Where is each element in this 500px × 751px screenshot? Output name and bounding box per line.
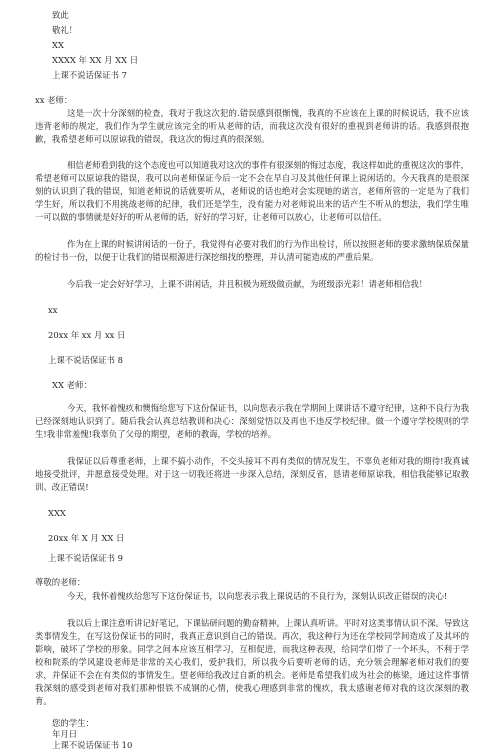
closing-phrase: 致此 <box>52 10 69 20</box>
section-title: 上课不说话保证书 7 <box>52 70 127 80</box>
section-title: 上课不说话保证书 10 <box>52 740 133 750</box>
paragraph: 作为在上课的时候讲闲话的一份子，我觉得有必要对我们的行为作出检讨，所以按照老师的要求激纳保质保量的检讨书一份，以便于让我们的错误根源进行深挖细找的整理，并认清可能造成的严重后果。 <box>35 239 469 263</box>
paragraph: 今后我一定会好好学习，上课不讲闲话，并且积极为班级做贡献，为班级添光彩！请老师相信我！ <box>67 279 428 289</box>
section-title: 上课不说话保证书 9 <box>48 553 123 563</box>
signature: XX <box>52 40 64 50</box>
salutation: 尊敬的老师： <box>35 577 86 587</box>
date-line: 20xx 年 xx 月 xx 日 <box>48 330 126 340</box>
paragraph: 相信老师看到我的这个态度也可以知道我对这次的事件有很深刻的悔过态度，我这样如此的重视这次的事件，希望老师可以原谅我的错误，我可以向老师保证今后一定不会在早自习及其他任何课上说闲话的。今天我真的是很深刻的认识到了我的错误，知道老师说的话就要听从，老师说的话也绝对会实现她的诺言，老师所管的一定是为了我们学生好，所以我们不用挑战老师的纪律，我们还是学生，没有能力对老师说出来的话产生不听从的想法，我们学生唯一可以做的事情就是好好的听从老师的话，好好的学习好，让老师可以放心，让老师可以信任。 <box>35 160 469 223</box>
paragraph: 这是一次十分深刻的检查，我对于我这次犯的.错误感到很惭愧，我真的不应该在上课的时候说话，我不应该违背老师的规定，我们作为学生就应该完全的听从老师的话，而我这次没有很好的重视到老师讲的话。我感到很抱歉，我希望老师可以原谅我的错误，我这次的悔过真的很深刻。 <box>35 108 469 145</box>
salutation: xx 老师： <box>35 95 73 105</box>
date-line: 20xx 年 X 月 XX 日 <box>48 533 125 543</box>
date-line: XXXX 年 XX 月 XX 日 <box>52 55 139 65</box>
paragraph: 今天，我怀着愧疚和懊悔给您写下这份保证书，以向您表示我在学期间上课讲话不遵守纪律，这种不良行为我已经深刻地认识到了。随后我会认真总结教训和决心：深刻觉悟以及再也不违反学校纪律。做一个遵守学校规则的学生!我非常羞愧!我辜负了父母的期望，老师的教诲，学校的培养。 <box>35 403 469 440</box>
salute: 敬礼！ <box>52 25 78 35</box>
paragraph: 今天，我怀着愧疚给您写下这份保证书，以向您表示我上课说话的不良行为，深刻认识改正错误的决心! <box>67 591 448 601</box>
date-line: 年月日 <box>52 729 78 739</box>
closing-line: 您的学生： <box>52 718 94 728</box>
signature: xx <box>48 305 58 315</box>
paragraph: 我以后上课注意听讲记好笔记，下课钻研问题的勤奋精神。上课认真听讲。平时对这类事情认识不深。导致这类事情发生，在写这份保证书的同时，我真正意识到自己的错误。再次，我这种行为还在学校同学间造成了及其坏的影响，破坏了学校的形象。同学之间本应该互相学习，互相促进，而我这种表现，给同学们带了一个坏头，不利于学校和院系的学风建设老师是非常的关心我们，爱护我们，所以我今后要听老师的话，充分领会理解老师对我们的要求，并保证不会在有类似的事情发生。望老师给我改过自新的机会。老师是希望我们成为社会的栋梁，通过这件事情我深刻的感受到老师对我们那种恨铁不成钢的心情，使我心理感到非常的愧疚，我太感谢老师对我的这次深刻的教育。 <box>35 618 469 707</box>
paragraph: 我保证以后尊重老师，上课不搞小动作，不交头接耳不再有类似的情况发生，不辜负老师对我的期待!我真诚地接受批评，并愿意接受处理。对于这一切我还将进一步深入总结，深刻反省，恳请老师原谅我，相信我能够记取教训、改正错误! <box>35 456 469 493</box>
signature: XXX <box>48 508 66 518</box>
section-title: 上课不说话保证书 8 <box>48 355 123 365</box>
salutation: XX 老师： <box>52 380 92 390</box>
